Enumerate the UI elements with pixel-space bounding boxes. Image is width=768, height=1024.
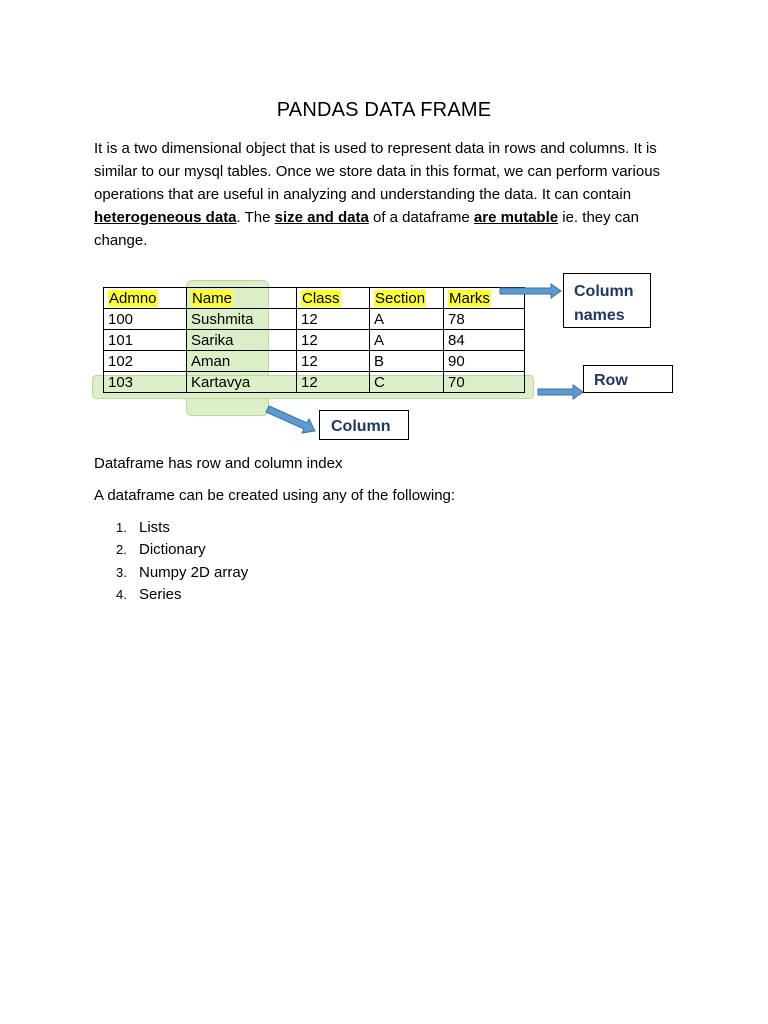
intro-text-1: It is a two dimensional object that is used to represent data in rows and columns. It is similar to our mysql tables. Once we store data in this format, we can perform various operations that are useful in analyzing and understanding the data. It can contain (94, 140, 661, 203)
intro-text-3: of a dataframe (368, 209, 474, 226)
table-cell: 78 (444, 309, 525, 330)
table-cell: Sushmita (187, 309, 297, 330)
header-marks: Marks (449, 289, 490, 307)
list-item (94, 518, 248, 540)
table-cell: Sarika (187, 330, 297, 351)
table-cell: 103 (104, 372, 187, 393)
list-number: 2. (116, 542, 127, 558)
list-label: Series (139, 585, 182, 603)
list-item (94, 585, 248, 607)
list-number: 3. (116, 564, 127, 580)
header-class: Class (302, 289, 340, 307)
table-cell: A (370, 309, 444, 330)
intro-text-2: . The (236, 209, 275, 226)
intro-text-4: ie. they can change. (94, 209, 639, 249)
table-cell: Kartavya (187, 372, 297, 393)
paragraph-creation: A dataframe can be created using any of the following: (94, 487, 456, 504)
intro-bold-mutable: are mutable (473, 209, 559, 226)
table-cell: 12 (297, 351, 370, 372)
list-label: Dictionary (139, 541, 206, 559)
table-cell: 12 (297, 372, 370, 393)
header-name: Name (192, 289, 233, 307)
list-number: 4. (116, 586, 127, 602)
table-cell: 84 (444, 330, 525, 351)
table-cell: C (370, 372, 444, 393)
table-cell: A (370, 330, 444, 351)
header-section: Section (375, 289, 426, 307)
header-admno: Admno (109, 289, 157, 307)
table-cell: 101 (104, 330, 187, 351)
table-cell: 90 (444, 351, 525, 372)
callout-column: Column (319, 410, 409, 440)
list-number: 1. (116, 520, 127, 535)
list-item (94, 540, 248, 562)
callout-row: Row (583, 365, 673, 393)
table-cell: 12 (297, 330, 370, 351)
table-cell: B (370, 351, 444, 372)
callout-column-names (563, 273, 651, 328)
arrow-right-icon (500, 284, 561, 298)
table-cell: 102 (104, 351, 187, 372)
arrow-diagonal-icon (266, 406, 315, 433)
intro-bold-heterogeneous: heterogeneous data (94, 209, 237, 226)
list-item (94, 563, 248, 585)
intro-bold-size-data: size and data (274, 209, 369, 226)
list-label: Numpy 2D array (139, 563, 249, 581)
paragraph-index: Dataframe has row and column index (94, 455, 343, 472)
callout-column-names-line2: names (574, 307, 625, 324)
arrow-right-icon (538, 385, 583, 399)
table-cell: 100 (104, 309, 187, 330)
page-title: PANDAS DATA FRAME (276, 99, 492, 121)
list-label: Lists (139, 519, 170, 536)
creation-methods-list (94, 518, 248, 607)
callout-column-names-line1: Column (574, 283, 634, 300)
table-cell: 12 (297, 309, 370, 330)
table-cell: Aman (187, 351, 297, 372)
table-cell: 70 (444, 372, 525, 393)
